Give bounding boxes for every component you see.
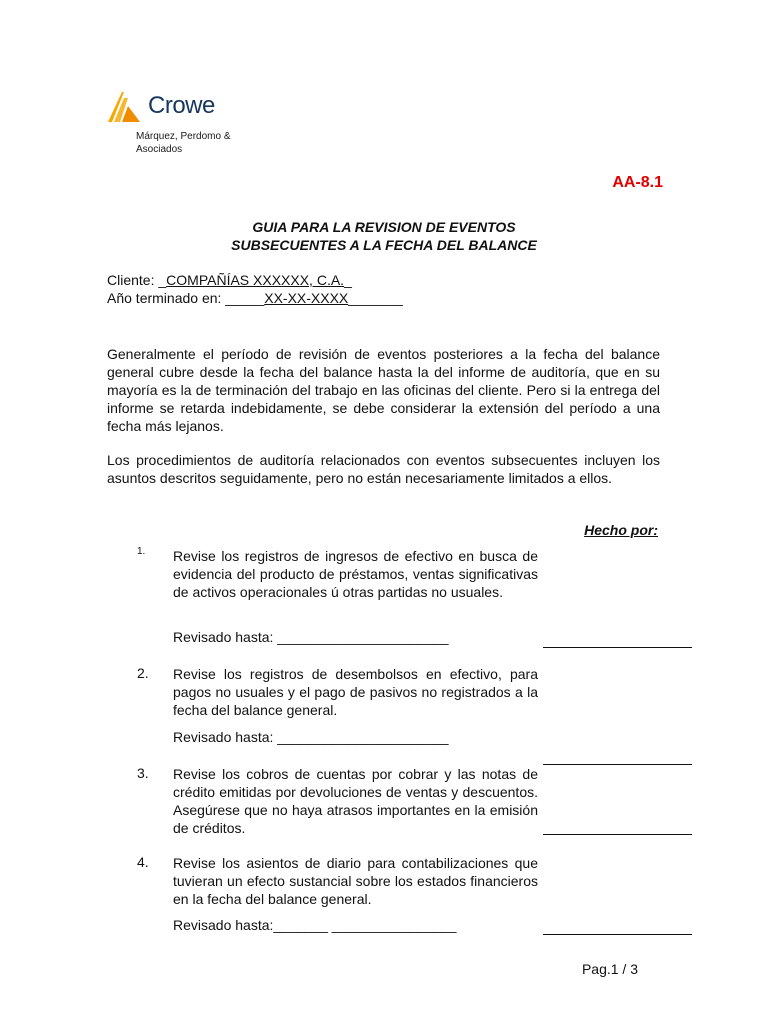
intro-paragraph-1: Generalmente el período de revisión de eventos posteriores a la fecha del balance general cubre desde la fecha del balance hasta la del informe de auditoría, que en su mayoría es la de terminación del trabajo en las oficinas del cliente. Pero si la entrega del informe se retarda indebidamente, se debe considerar la extensión del período a una fecha más lejanos.: [107, 346, 660, 434]
cliente-field: [107, 272, 352, 288]
item-2-signature-line: [543, 764, 692, 765]
item-4-revisado: Revisado hasta:_______ ________________: [173, 917, 457, 933]
item-2-text: Revise los registros de desembolsos en efectivo, para pagos no usuales y el pago de pasivos no registrados a la fecha del balance general.: [173, 666, 538, 718]
anio-suffix: _______: [348, 290, 403, 306]
item-3-text: Revise los cobros de cuentas por cobrar y las notas de crédito emitidas por devoluciones de ventas y descuentos. Asegúrese que no haya atrasos importantes en la emisión de créditos.: [173, 766, 538, 836]
item-3-number: 3.: [137, 765, 149, 781]
crowe-logo: [106, 88, 226, 124]
document-title-line-1: GUIA PARA LA REVISION DE EVENTOS: [252, 219, 516, 235]
firm-name-line-1: Márquez, Perdomo &: [136, 131, 231, 142]
item-3-signature-line: [543, 834, 692, 835]
anio-value: XX-XX-XXXX: [264, 290, 349, 306]
item-1-text: Revise los registros de ingresos de efectivo en busca de evidencia del producto de préstamos, ventas significativas de activos operacionales ú otras partidas no usuales.: [173, 548, 538, 600]
item-4-text: Revise los asientos de diario para contabilizaciones que tuvieran un efecto sustancial sobre los estados financieros en la fecha del balance general.: [173, 855, 538, 907]
item-1-signature-line: [543, 647, 692, 648]
intro-paragraph-2: Los procedimientos de auditoría relacionados con eventos subsecuentes incluyen los asuntos descritos seguidamente, pero no están necesariamente limitados a ellos.: [107, 452, 660, 486]
item-4-signature-line: [543, 934, 692, 935]
anio-field: [107, 290, 403, 306]
item-1-number: 1.: [137, 546, 146, 557]
document-code: AA-8.1: [612, 174, 663, 191]
page-number: Pag.1 / 3: [581, 961, 638, 977]
document-title-line-2: SUBSECUENTES A LA FECHA DEL BALANCE: [231, 237, 537, 253]
item-4-number: 4.: [137, 854, 149, 870]
anio-label: Año terminado en: _____: [107, 290, 265, 306]
item-1-revisado: Revisado hasta: ______________________: [173, 629, 449, 645]
hecho-por-header: Hecho por:: [584, 522, 658, 538]
cliente-value: COMPAÑÍAS XXXXXX, C.A.: [166, 272, 345, 288]
item-2-number: 2.: [137, 665, 149, 681]
logo-brand-text: Crowe: [148, 92, 215, 119]
item-2-revisado: Revisado hasta: ______________________: [173, 729, 449, 745]
cliente-suffix: _: [344, 272, 352, 288]
firm-name-line-2: Asociados: [136, 144, 183, 155]
cliente-label: Cliente: _: [107, 272, 167, 288]
